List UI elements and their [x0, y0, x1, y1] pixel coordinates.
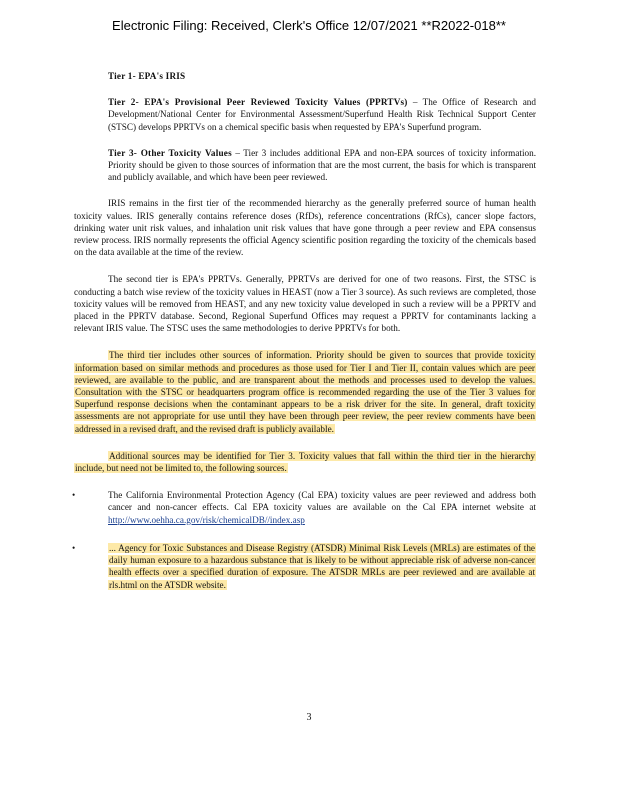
- paragraph-third-tier: [74, 349, 536, 434]
- tier2-item: [108, 96, 536, 133]
- tier3-text: – Tier 3 includes additional EPA and non-EPA sources of toxicity information. Priority should be given to those sources of information that are the most current, the basis for which is transparent and publicly available, and which have been peer reviewed.: [108, 147, 536, 183]
- cal-epa-text: The California Environmental Protection Agency (Cal EPA) toxicity values are peer reviewed and address both cancer and non-cancer effects. Cal EPA toxicity values are available on the Cal EPA internet website at: [108, 490, 536, 513]
- tier3-label: Tier 3- Other Toxicity Values: [108, 147, 232, 158]
- highlighted-atsdr-text: [108, 543, 536, 590]
- paragraph-pprtv: The second tier is EPA's PPRTVs. Generally, PPRTVs are derived for one of two reasons. First, the STSC is conducting a batch wise review of the toxicity values in HEAST (now a Tier 3 source). As such reviews are completed, those toxicity values will be removed from HEAST, and any new toxicity value developed in such a review will be a PPRTV and placed in the PPRTV database. Second, Regional Superfund Offices may request a PPRTV for contaminants lacking a relevant IRIS value. The STSC uses the same methodologies to derive PPRTVs for both.: [74, 274, 536, 334]
- bullet-marker: •: [72, 490, 76, 501]
- cal-epa-link[interactable]: http://www.oehha.ca.gov/risk/chemicalDB//index.asp: [108, 514, 305, 525]
- list-item-cal-epa: [72, 489, 536, 526]
- tier3-item: [108, 147, 536, 184]
- atsdr-tail: rls.html on the ATSDR website.: [109, 579, 226, 590]
- atsdr-text: ... Agency for Toxic Substances and Disease Registry (ATSDR) Minimal Risk Levels (MRLs) are estimates of the daily human exposure to a hazardous substance that is likely to be without appreciable risk of adverse non-cancer health effects over a specified duration of exposure. The ATSDR MRLs are peer reviewed and are available at: [109, 542, 535, 578]
- filing-header: Electronic Filing: Received, Clerk's Office 12/07/2021 **R2022-018**: [112, 18, 506, 33]
- list-item-atsdr: [72, 542, 536, 591]
- page-number: 3: [306, 712, 312, 723]
- highlighted-third-tier-text: The third tier includes other sources of information. Priority should be given to sources that provide toxicity information based on similar methods and procedures as those used for Tier I and Tier II, contain values which are peer reviewed, are available to the public, and are transparent about the methods and processes used to develop the values. Consultation with the STSC or headquarters program office is recommended regarding the use of the Tier 3 values for Superfund response decisions when the contaminant appears to be a risk driver for the site. In general, draft toxicity assessments are not appropriate for use until they have been through peer review, the peer review comments have been addressed in a revised draft, and the revised draft is publicly available.: [75, 350, 535, 434]
- highlighted-additional-sources-text: Additional sources may be identified for Tier 3. Toxicity values that fall within the third tier in the hierarchy include, but need not be limited to, the following sources.: [75, 450, 535, 474]
- document-body: [74, 70, 536, 607]
- tier2-label: Tier 2- EPA's Provisional Peer Reviewed Toxicity Values (PPRTVs): [108, 97, 408, 108]
- bullet-marker: •: [72, 542, 76, 553]
- tier1-item: [108, 70, 536, 82]
- paragraph-additional-sources: [74, 450, 536, 474]
- tier2-text: – The Office of Research and Development/National Center for Environmental Assessment/Superfund Health Risk Technical Support Center (STSC) develops PPRTVs on a chemical specific basis when requested by EPA's Superfund program.: [108, 97, 536, 132]
- paragraph-iris: IRIS remains in the first tier of the recommended hierarchy as the generally preferred source of human health toxicity values. IRIS generally contains reference doses (RfDs), reference concentrations (RfCs), cancer slope factors, drinking water unit risk values, and inhalation unit risk values that have gone through a peer review and EPA consensus review process. IRIS normally represents the official Agency scientific position regarding the toxicity of the chemicals based on the data available at the time of the review.: [74, 198, 536, 258]
- tier1-label: Tier 1- EPA's IRIS: [108, 71, 186, 81]
